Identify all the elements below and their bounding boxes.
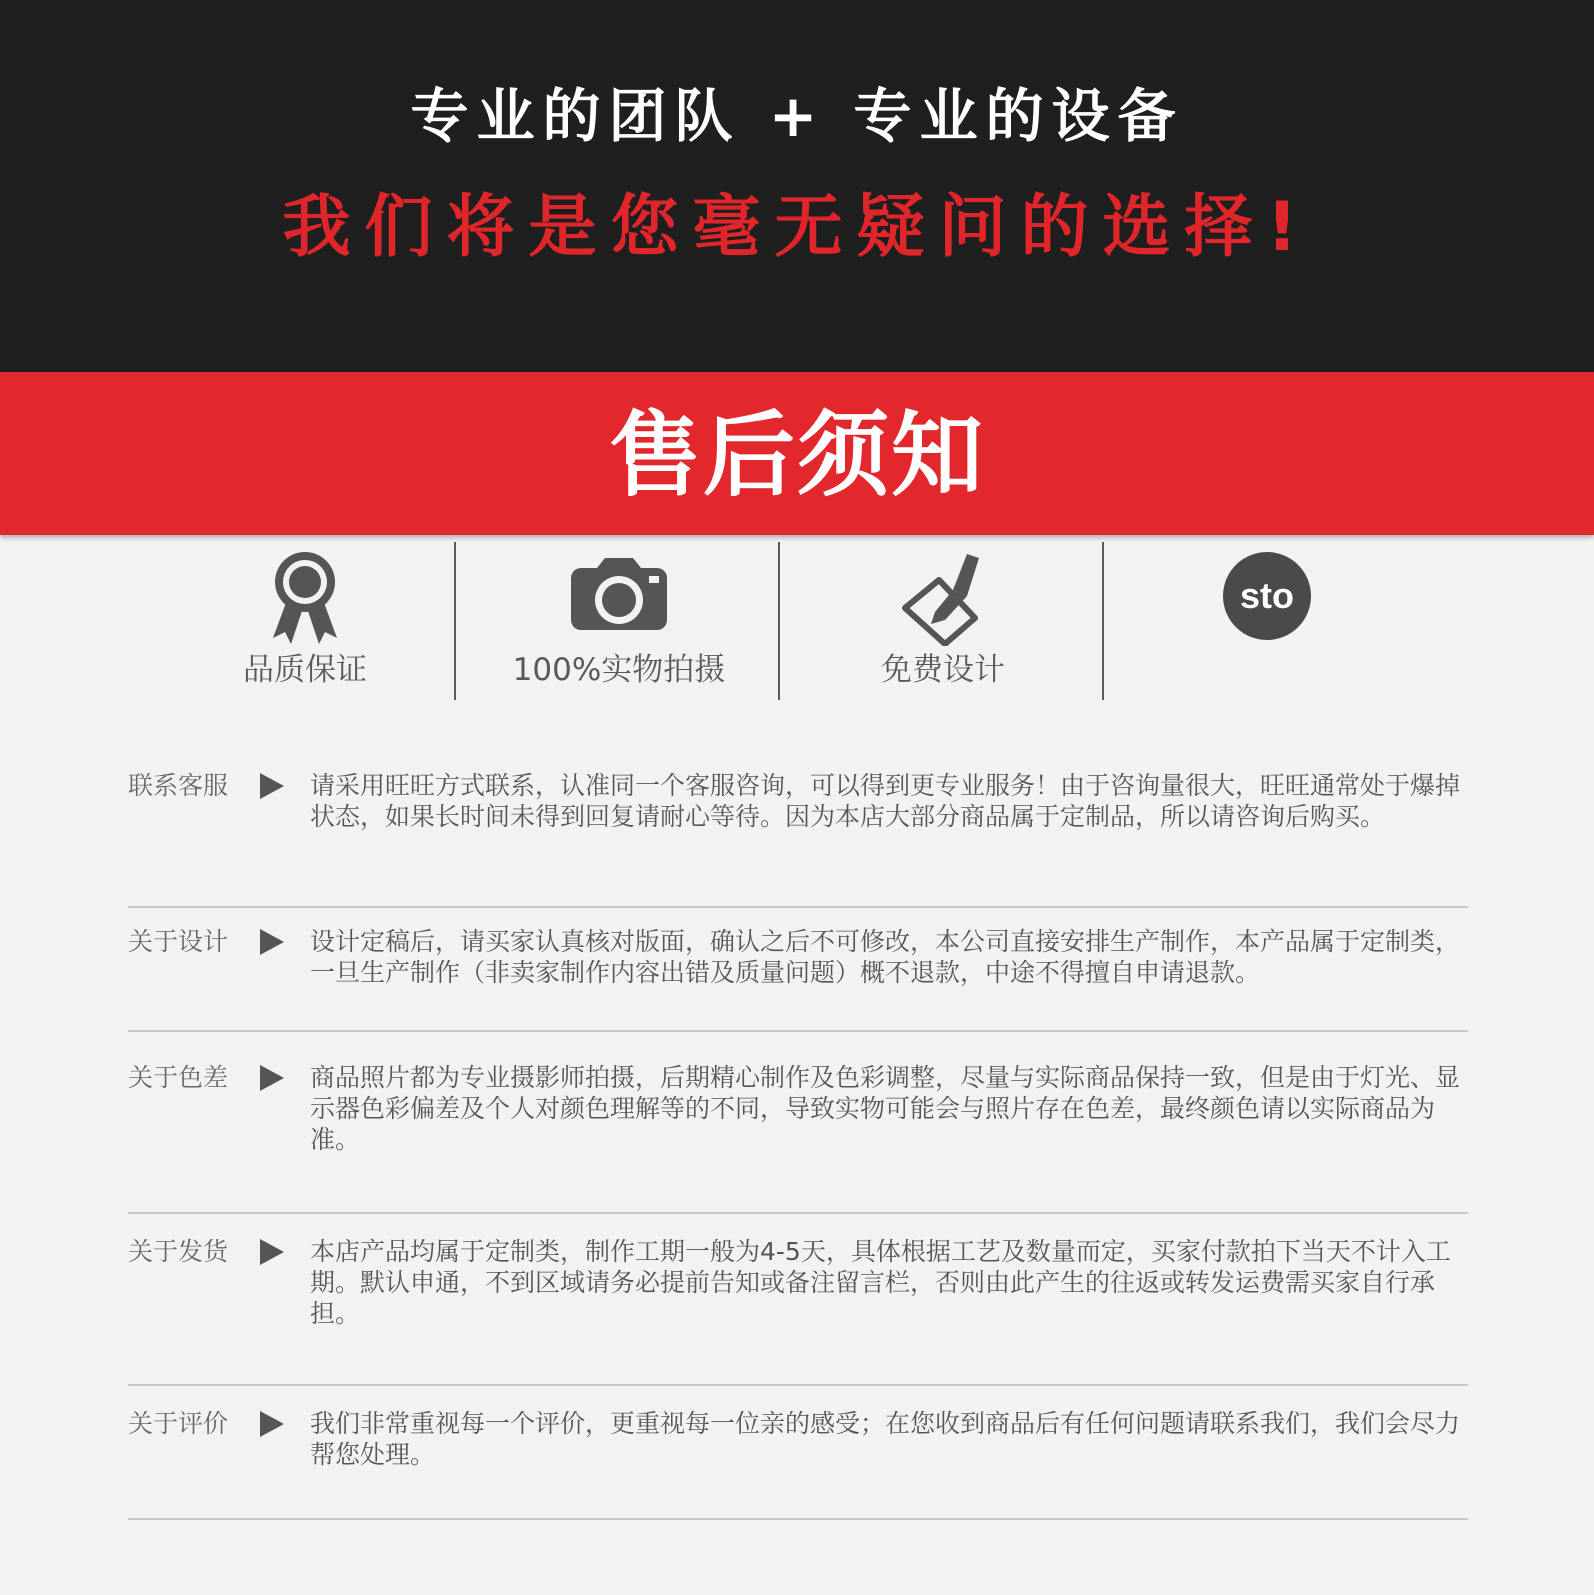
feature-real-photo [454, 542, 784, 702]
note-body: 设计定稿后，请买家认真核对版面，确认之后不可修改，本公司直接安排生产制作，本产品属于定制类，一旦生产制作（非卖家制作内容出错及质量问题）概不退款，中途不得擅自申请退款。 [310, 927, 1461, 987]
note-title: 联系客服 [128, 771, 229, 800]
camera-icon [454, 550, 784, 646]
feature-row [140, 542, 1470, 702]
sto-logo-text: sto [1240, 575, 1294, 616]
banner-slogan: 我们将是您毫无疑问的选择! [282, 188, 1312, 267]
note-body: 我们非常重视每一个评价，更重视每一位亲的感受；在您收到商品后有任何问题请联系我们，我们会尽力帮您处理。 [310, 1409, 1461, 1469]
note-body: 本店产品均属于定制类，制作工期一般为4-5天，具体根据工艺及数量而定，买家付款拍下当天不计入工期。默认申通，不到区域请务必提前告知或备注留言栏，否则由此产生的往返或转发运费需买家自行承担。 [310, 1237, 1451, 1328]
sto-logo [1102, 550, 1432, 646]
note-title: 关于评价 [128, 1409, 229, 1438]
feature-quality [140, 542, 470, 702]
note-title: 关于色差 [128, 1063, 229, 1092]
note-body: 请采用旺旺方式联系，认准同一个客服咨询，可以得到更专业服务！由于咨询量很大，旺旺通常处于爆掉状态，如果长时间未得到回复请耐心等待。因为本店大部分商品属于定制品，所以请咨询后购买。 [310, 771, 1461, 831]
triangle-right-icon [260, 1065, 284, 1091]
note-divider [128, 1212, 1468, 1214]
feature-label: 免费设计 [881, 652, 1005, 688]
feature-free-design [778, 542, 1108, 702]
design-pen-icon [778, 550, 1108, 646]
top-banner [0, 0, 1594, 372]
note-title: 关于发货 [128, 1237, 229, 1266]
feature-sto [1102, 542, 1432, 702]
note-divider [128, 906, 1468, 908]
triangle-right-icon [260, 929, 284, 955]
feature-label: 100%实物拍摄 [512, 652, 726, 688]
triangle-right-icon [260, 1239, 284, 1265]
banner-headline: 专业的团队 + 专业的设备 [410, 82, 1184, 150]
note-divider [128, 1030, 1468, 1032]
triangle-right-icon [260, 1411, 284, 1437]
note-title: 关于设计 [128, 927, 229, 956]
section-title: 售后须知 [608, 402, 985, 509]
note-divider [128, 1384, 1468, 1386]
award-ribbon-icon [140, 550, 470, 646]
note-body: 商品照片都为专业摄影师拍摄，后期精心制作及色彩调整，尽量与实际商品保持一致，但是由于灯光、显示器色彩偏差及个人对颜色理解等的不同，导致实物可能会与照片存在色差，最终颜色请以实际商品为准。 [310, 1063, 1461, 1154]
note-divider [128, 1518, 1468, 1520]
feature-label: 品质保证 [243, 652, 367, 688]
triangle-right-icon [260, 773, 284, 799]
section-header [0, 372, 1594, 535]
